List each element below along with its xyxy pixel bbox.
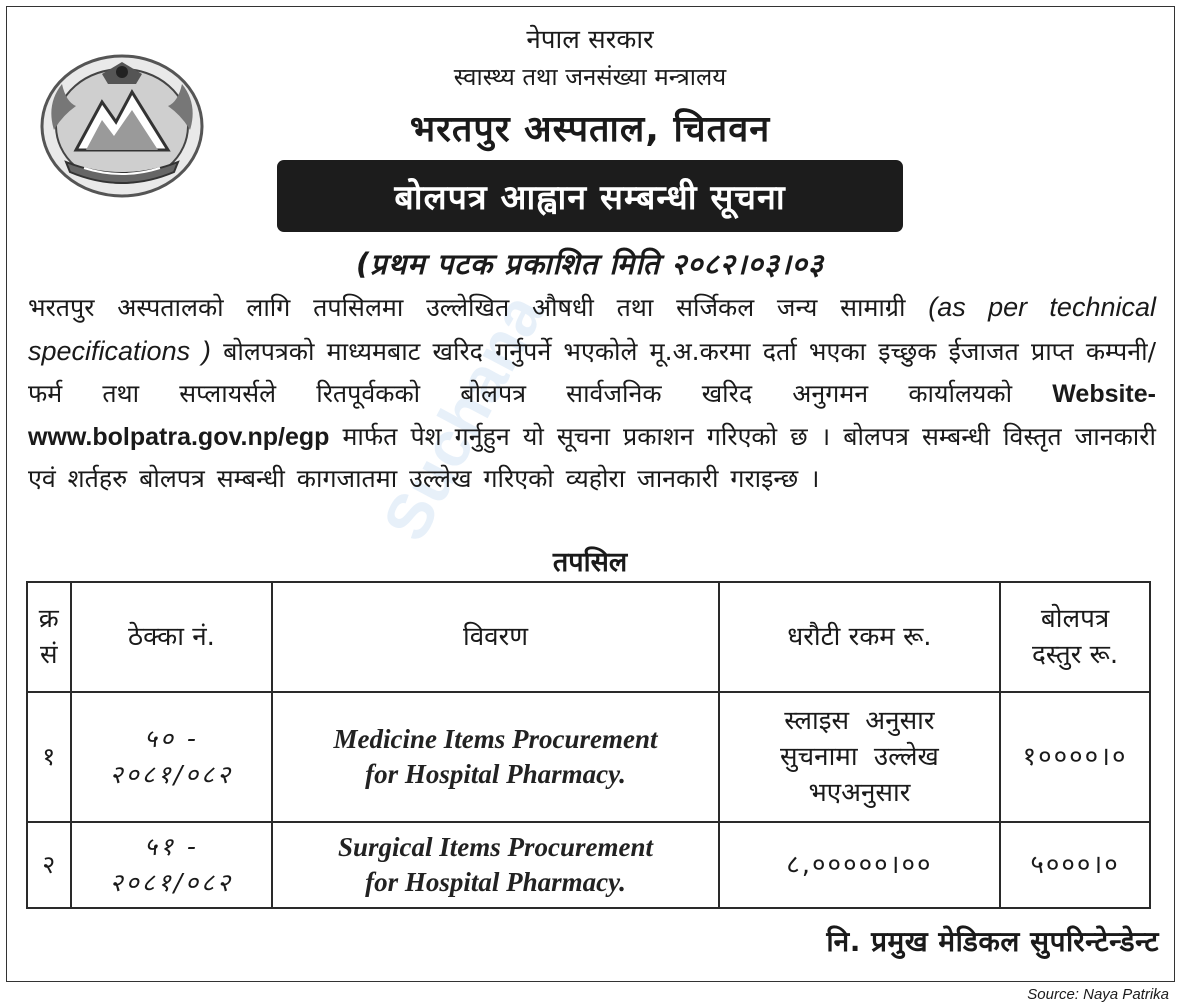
notice-title-banner: [277, 160, 903, 232]
header-fee: बोलपत्र दस्तुर रू.: [1000, 582, 1150, 692]
header-serial: क्र सं: [27, 582, 71, 692]
hospital-name: भरतपुर अस्पताल, चितवन: [409, 109, 771, 150]
tender-table: [26, 581, 1151, 909]
row-deposit: ८,०००००।००: [719, 822, 1001, 908]
body-text-part1: भरतपुर अस्पतालको लागि तपसिलमा उल्लेखित औषधी तथा सर्जिकल जन्य सामाग्री: [28, 293, 929, 322]
table-row: [27, 692, 1150, 822]
ministry-name: स्वास्थ्य तथा जनसंख्या मन्त्रालय: [453, 63, 727, 91]
government-name: नेपाल सरकार: [526, 25, 654, 55]
table-title: तपसिल: [552, 547, 628, 578]
table-row: [27, 822, 1150, 908]
row-fee: ५०००।०: [1000, 822, 1150, 908]
row-description: Medicine Items Procurement for Hospital Pharmacy.: [272, 692, 718, 822]
watermark: Suchana: [368, 282, 558, 552]
notice-body: [28, 286, 1156, 501]
body-text-part3: मार्फत पेश गर्नुहुन यो सूचना प्रकाशन गरिएको छ । बोलपत्र सम्बन्धी विस्तृत जानकारी एवं शर्तहरु बोलपत्र सम्बन्धी कागजातमा उल्लेख गरिएको व्यहोरा जानकारी गराइन्छ ।: [28, 421, 1156, 493]
header-contract-no: ठेक्का नं.: [71, 582, 273, 692]
row-deposit: स्लाइस अनुसार सुचनामा उल्लेख भएअनुसार: [719, 692, 1001, 822]
row-serial: १: [27, 692, 71, 822]
website-link[interactable]: Website- www.bolpatra.gov.np/egp: [28, 380, 1156, 451]
publish-date: (प्रथम पटक प्रकाशित मिति २०८२।०३।०३: [356, 247, 824, 281]
header-description: विवरण: [272, 582, 718, 692]
signer-title: नि. प्रमुख मेडिकल सुपरिन्टेन्डेन्ट: [826, 925, 1159, 958]
table-header-row: [27, 582, 1150, 692]
row-fee: १००००।०: [1000, 692, 1150, 822]
row-contract-no: ५१ - २०८१/०८२: [71, 822, 273, 908]
nepal-government-emblem-icon: [36, 44, 208, 202]
row-contract-no: ५० - २०८१/०८२: [71, 692, 273, 822]
source-credit: Source: Naya Patrika: [1027, 986, 1169, 1003]
header-deposit: धरौटी रकम रू.: [719, 582, 1001, 692]
row-description: Surgical Items Procurement for Hospital Pharmacy.: [272, 822, 718, 908]
spec-note: (as per technical specifications ): [28, 292, 1156, 366]
body-text-part2: बोलपत्रको माध्यमबाट खरिद गर्नुपर्ने भएकोले मू.अ.करमा दर्ता भएका इच्छुक ईजाजत प्राप्त कम्पनी/फर्म तथा सप्लायर्सले रितपूर्वकको बोलपत्र सार्वजनिक खरिद अनुगमन कार्यालयको: [28, 336, 1156, 408]
row-serial: २: [27, 822, 71, 908]
notice-title: बोलपत्र आह्वान सम्बन्धी सूचना: [394, 178, 786, 218]
